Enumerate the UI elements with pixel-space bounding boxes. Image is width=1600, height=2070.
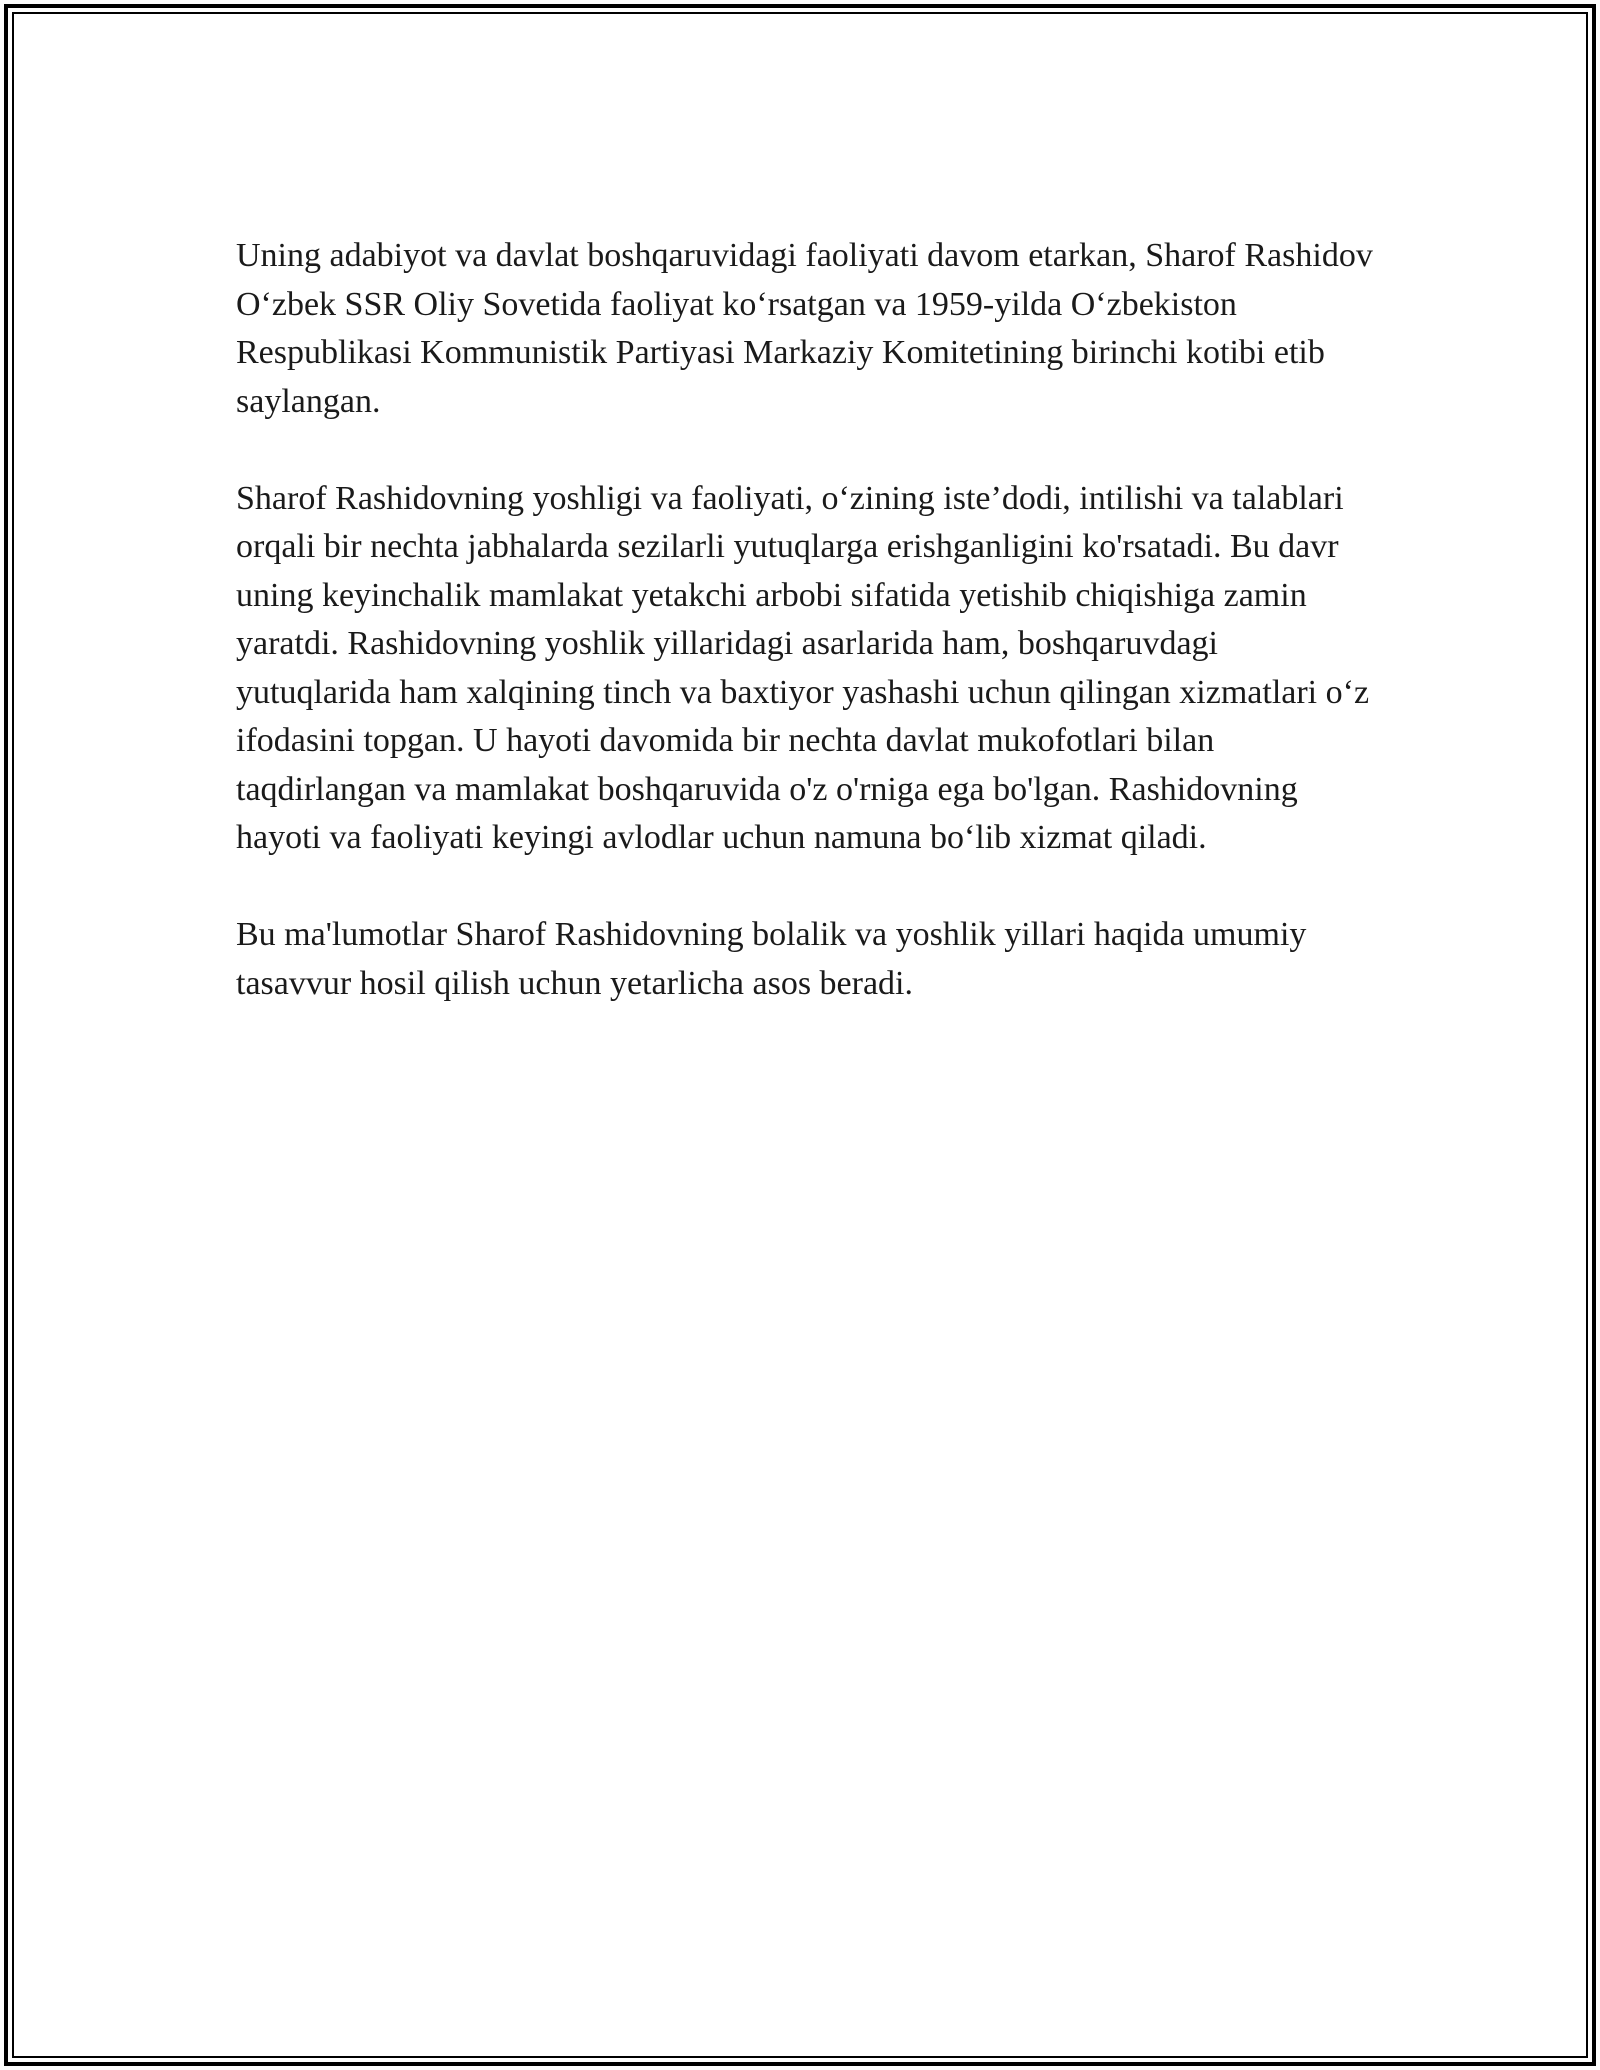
paragraph-2: Sharof Rashidovning yoshligi va faoliyati, o‘zining iste’dodi, intilishi va talablari orqali bir nechta jabhalarda sezilarli yutuqlarga erishganligini ko'rsatadi. Bu davr uning keyinchalik mamlakat yetakchi arbobi sifatida yetishib chiqishiga zamin yaratdi. Rashidovning yoshlik yillaridagi asarlarida ham, boshqaruvdagi yutuqlarida ham xalqining tinch va baxtiyor yashashi uchun qilingan xizmatlari o‘z ifodasini topgan. U hayoti davomida bir nechta davlat mukofotlari bilan taqdirlangan va mamlakat boshqaruvida o'z o'rniga ega bo'lgan. Rashidovning hayoti va faoliyati keyingi avlodlar uchun namuna bo‘lib xizmat qiladi. xyxy=(236,479,1370,856)
paragraph-1: Uning adabiyot va davlat boshqaruvidagi faoliyati davom etarkan, Sharof Rashidov O‘zbek SSR Oliy Sovetida faoliyat ko‘rsatgan va 1959-yilda O‘zbekiston Respublikasi Kommunistik Partiyasi Markaziy Komitetining birinchi kotibi etib saylangan. xyxy=(236,237,1373,420)
paragraph-3: Bu ma'lumotlar Sharof Rashidovning bolalik va yoshlik yillari haqida umumiy tasavvur hosil qilish uchun yetarlicha asos beradi. xyxy=(236,916,1307,1002)
document-body xyxy=(236,232,1376,1008)
